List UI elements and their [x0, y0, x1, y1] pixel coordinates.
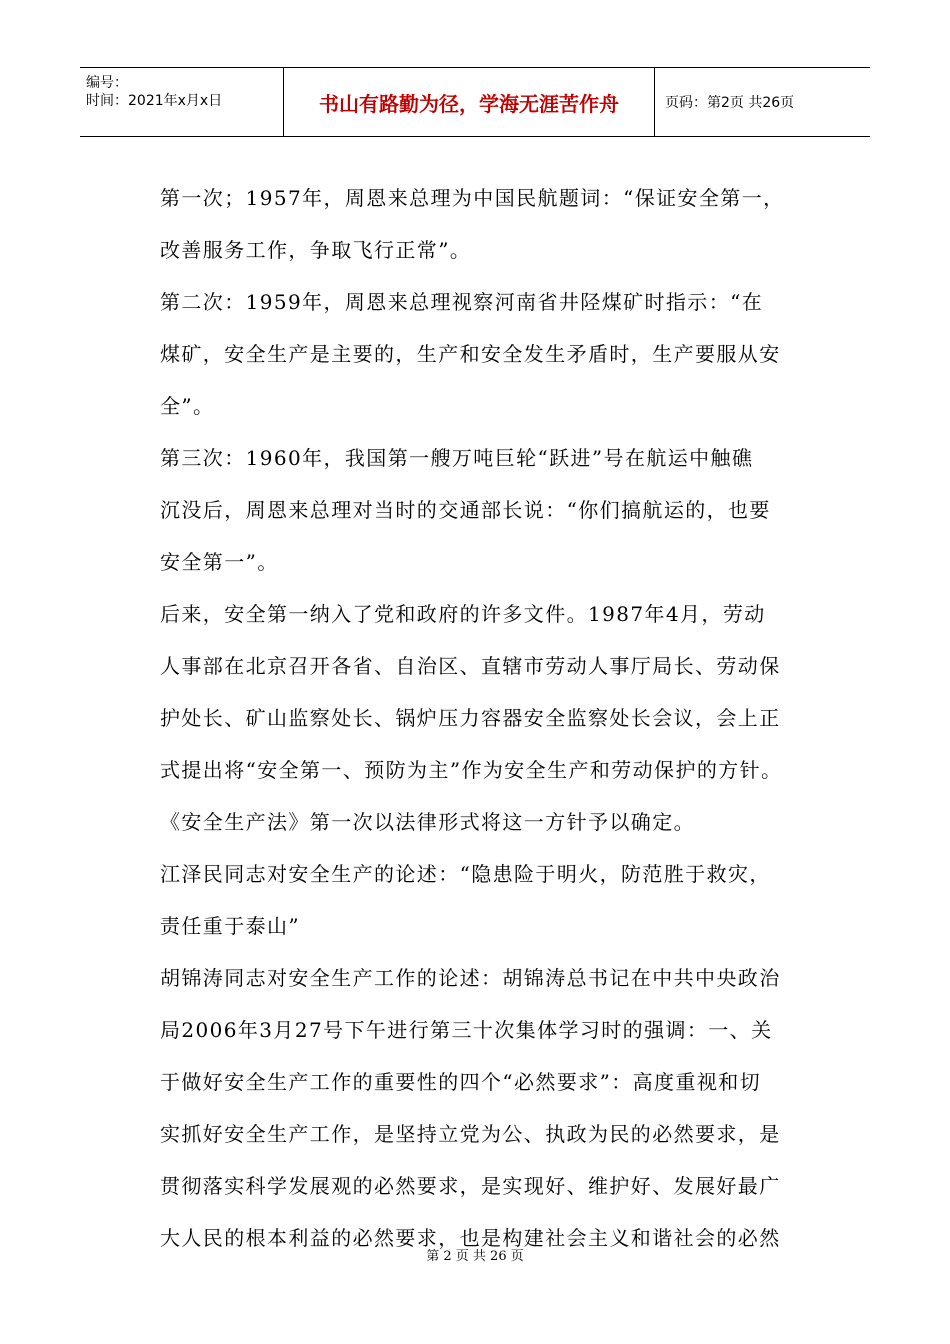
page-header — [80, 67, 870, 137]
text-line: 胡锦涛同志对安全生产工作的论述：胡锦涛总书记在中共中央政治 — [160, 966, 781, 990]
text-line: 式提出将“安全第一、预防为主”作为安全生产和劳动保护的方针。 — [160, 758, 783, 782]
text-line: 贯彻落实科学发展观的必然要求，是实现好、维护好、发展好最广 — [160, 1174, 781, 1198]
text-line: 江泽民同志对安全生产的论述：“隐患险于明火，防范胜于救灾， — [160, 862, 771, 886]
text-line: 责任重于泰山” — [160, 914, 301, 938]
text-line: 护处长、矿山监察处长、锅炉压力容器安全监察处长会议，会上正 — [160, 706, 781, 730]
text-line: 安全第一”。 — [160, 550, 279, 574]
document-time-label: 时间：2021年x月x日 — [86, 93, 223, 109]
text-line: 煤矿，安全生产是主要的，生产和安全发生矛盾时，生产要服从安 — [160, 342, 781, 366]
document-number-label: 编号： — [86, 75, 128, 91]
page-footer: 第 2 页 共 26 页 — [426, 1249, 524, 1264]
text-line: 第一次；1957年，周恩来总理为中国民航题词：“保证安全第一， — [160, 186, 785, 210]
text-line: 《安全生产法》第一次以法律形式将这一方针予以确定。 — [160, 810, 695, 834]
text-line: 沉没后，周恩来总理对当时的交通部长说：“你们搞航运的，也要 — [160, 498, 771, 522]
text-line: 实抓好安全生产工作，是坚持立党为公、执政为民的必然要求，是 — [160, 1122, 781, 1146]
text-line: 局2006年3月27号下午进行第三十次集体学习时的强调：一、关 — [160, 1018, 773, 1042]
text-line: 第二次：1959年，周恩来总理视察河南省井陉煤矿时指示：“在 — [160, 290, 764, 314]
header-motto: 书山有路勤为径，学海无涯苦作舟 — [283, 68, 655, 136]
header-page-info: 页码：第2页 共26页 — [665, 95, 795, 111]
text-line: 人事部在北京召开各省、自治区、直辖市劳动人事厅局长、劳动保 — [160, 654, 781, 678]
header-meta — [80, 68, 283, 136]
text-line: 第三次：1960年，我国第一艘万吨巨轮“跃进”号在航运中触礁 — [160, 446, 754, 470]
text-line: 全”。 — [160, 394, 215, 418]
text-line: 后来，安全第一纳入了党和政府的许多文件。1987年4月，劳动 — [160, 602, 766, 626]
text-line: 大人民的根本利益的必然要求，也是构建社会主义和谐社会的必然 — [160, 1226, 781, 1250]
text-line: 改善服务工作，争取飞行正常”。 — [160, 238, 472, 262]
document-body — [160, 172, 820, 1264]
text-line: 于做好安全生产工作的重要性的四个“必然要求”：高度重视和切 — [160, 1070, 762, 1094]
